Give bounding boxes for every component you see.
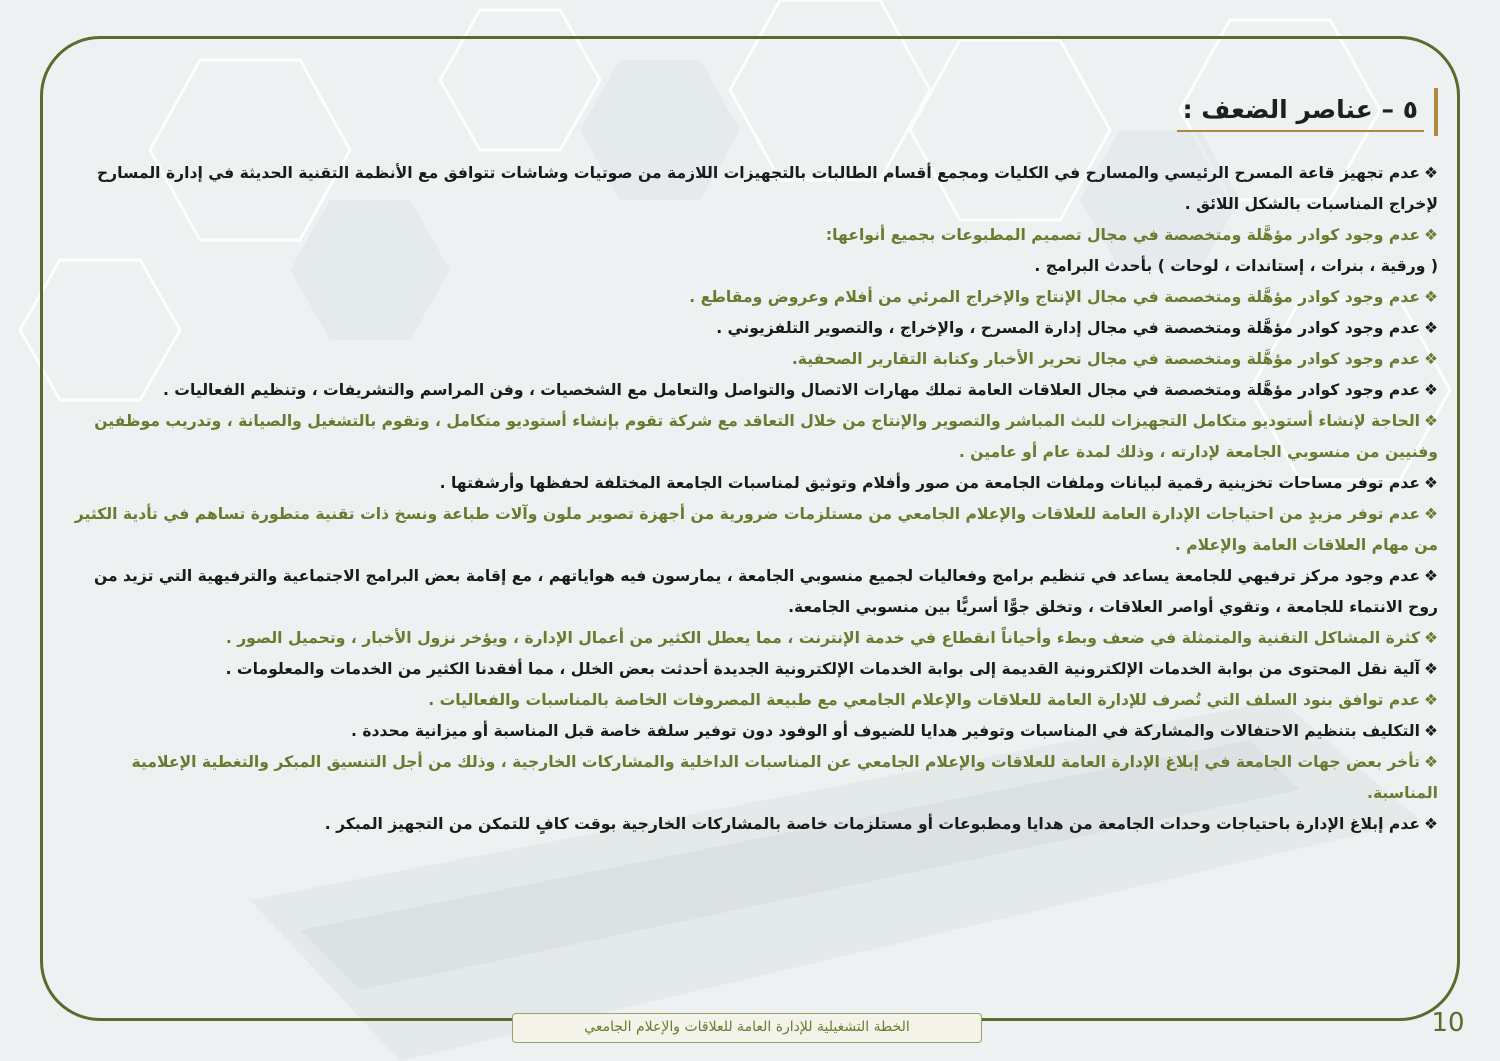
weakness-item [62,468,1438,499]
weakness-item [62,282,1438,313]
weakness-item [62,716,1438,747]
section-title: ٥ – عناصر الضعف : [1177,93,1424,132]
weakness-item [62,344,1438,375]
page-number: 10 [1431,1008,1465,1038]
weakness-item [62,313,1438,344]
weakness-text: عدم وجود كوادر مؤهَّلة ومتخصصة في مجال إدارة المسرح ، والإخراج ، والتصوير التلفزيوني . [716,319,1421,337]
weakness-item [62,623,1438,654]
bullet-diamond-icon: ❖ [1424,319,1438,337]
weakness-text: عدم وجود كوادر مؤهَّلة ومتخصصة في مجال العلاقات العامة تملك مهارات الاتصال والتواصل والتعامل مع الشخصيات ، وفن المراسم والتشريفات ، وتنظيم الفعاليات . [162,381,1421,399]
bullet-diamond-icon: ❖ [1424,226,1438,244]
weakness-list [62,158,1438,840]
weakness-item [62,809,1438,840]
bullet-diamond-icon: ❖ [1424,164,1438,182]
weakness-item [62,375,1438,406]
bullet-diamond-icon: ❖ [1424,691,1438,709]
footer-label: الخطة التشغيلية للإدارة العامة للعلاقات والإعلام الجامعي [512,1013,982,1043]
weakness-text: عدم وجود كوادر مؤهَّلة ومتخصصة في مجال تصميم المطبوعات بجميع أنواعها: [825,226,1421,244]
bullet-diamond-icon: ❖ [1424,350,1438,368]
weakness-item [62,654,1438,685]
weakness-item [62,251,1438,282]
weakness-text: عدم تجهيز قاعة المسرح الرئيسي والمسارح في الكليات ومجمع أقسام الطالبات بالتجهيزات اللازمة من صوتيات وشاشات تتوافق مع الأنظمة التقنية الحديثة في إدارة المسارح لإخراج المناسبات بالشكل اللائق . [96,164,1438,213]
weakness-text: كثرة المشاكل التقنية والمتمثلة في ضعف وبطء وأحياناً انقطاع في خدمة الإنترنت ، مما يعطل الكثير من أعمال الإدارة ، ويؤخر نزول الأخبار ، وتحميل الصور . [225,629,1421,647]
bullet-diamond-icon: ❖ [1424,815,1438,833]
section-heading [1177,88,1438,136]
bullet-diamond-icon: ❖ [1424,753,1438,771]
bullet-diamond-icon: ❖ [1424,474,1438,492]
bullet-diamond-icon: ❖ [1424,660,1438,678]
weakness-text: عدم وجود كوادر مؤهَّلة ومتخصصة في مجال تحرير الأخبار وكتابة التقارير الصحفية. [791,350,1421,368]
bullet-diamond-icon: ❖ [1424,722,1438,740]
bullet-diamond-icon: ❖ [1424,505,1438,523]
weakness-text: عدم توفر مساحات تخزينية رقمية لبيانات وملفات الجامعة من صور وأفلام وتوثيق لمناسبات الجامعة المختلفة لحفظها وأرشفتها . [439,474,1421,492]
weakness-text: عدم توافق بنود السلف التي تُصرف للإدارة العامة للعلاقات والإعلام الجامعي مع طبيعة المصروفات الخاصة بالمناسبات والفعاليات . [428,691,1421,709]
weakness-item [62,747,1438,809]
weakness-text: عدم وجود كوادر مؤهَّلة ومتخصصة في مجال الإنتاج والإخراج المرئي من أفلام وعروض ومقاطع . [689,288,1421,306]
weakness-text: عدم إبلاغ الإدارة باحتياجات وحدات الجامعة من هدايا ومطبوعات أو مستلزمات خاصة بالمشاركات الخارجية بوقت كافٍ للتمكن من التجهيز المبكر . [324,815,1421,833]
weakness-item [62,220,1438,251]
heading-accent-bar [1434,88,1438,136]
weakness-text: آلية نقل المحتوى من بوابة الخدمات الإلكترونية القديمة إلى بوابة الخدمات الإلكترونية الجديدة أحدثت بعض الخلل ، مما أفقدنا الكثير من الخدمات والمعلومات . [225,660,1421,678]
weakness-item [62,499,1438,561]
bullet-diamond-icon: ❖ [1424,567,1438,585]
bullet-diamond-icon: ❖ [1424,412,1438,430]
bullet-diamond-icon: ❖ [1424,629,1438,647]
weakness-item [62,685,1438,716]
weakness-text: عدم وجود مركز ترفيهي للجامعة يساعد في تنظيم برامج وفعاليات لجميع منسوبي الجامعة ، يمارسون فيه هواياتهم ، مع إقامة بعض البرامج الاجتماعية والترفيهية التي تزيد من روح الانتماء للجامعة ، وتقوي أواصر العلاقات ، وتخلق جوًّا أسريًّا بين منسوبي الجامعة. [93,567,1438,616]
weakness-text: عدم توفر مزيدٍ من احتياجات الإدارة العامة للعلاقات والإعلام الجامعي من مستلزمات ضرورية من أجهزة تصوير ملون وآلات طباعة ونسخ ذات تقنية متطورة تساهم في تأدية الكثير من مهام العلاقات العامة والإعلام . [74,505,1438,554]
bullet-diamond-icon: ❖ [1424,288,1438,306]
bullet-diamond-icon: ❖ [1424,381,1438,399]
weakness-item [62,406,1438,468]
weakness-text: التكليف بتنظيم الاحتفالات والمشاركة في المناسبات وتوفير هدايا للضيوف أو الوفود دون توفير سلفة خاصة قبل المناسبة أو ميزانية محددة . [350,722,1421,740]
weakness-item [62,561,1438,623]
weakness-text: الحاجة لإنشاء أستوديو متكامل التجهيزات للبث المباشر والتصوير والإنتاج من خلال التعاقد مع شركة تقوم بإنشاء أستوديو متكامل ، وتقوم بالتشغيل والصيانة ، وتدريب موظفين وفنيين من منسوبي الجامعة لإدارته ، وذلك لمدة عام أو عامين . [94,412,1438,461]
weakness-item [62,158,1438,220]
weakness-text: تأخر بعض جهات الجامعة في إبلاغ الإدارة العامة للعلاقات والإعلام الجامعي عن المناسبات الداخلية والمشاركات الخارجية ، وذلك من أجل التنسيق المبكر والتغطية الإعلامية المناسبة. [131,753,1438,802]
weakness-text: ( ورقية ، بنرات ، إستاندات ، لوحات ) بأحدث البرامج . [1034,257,1438,275]
